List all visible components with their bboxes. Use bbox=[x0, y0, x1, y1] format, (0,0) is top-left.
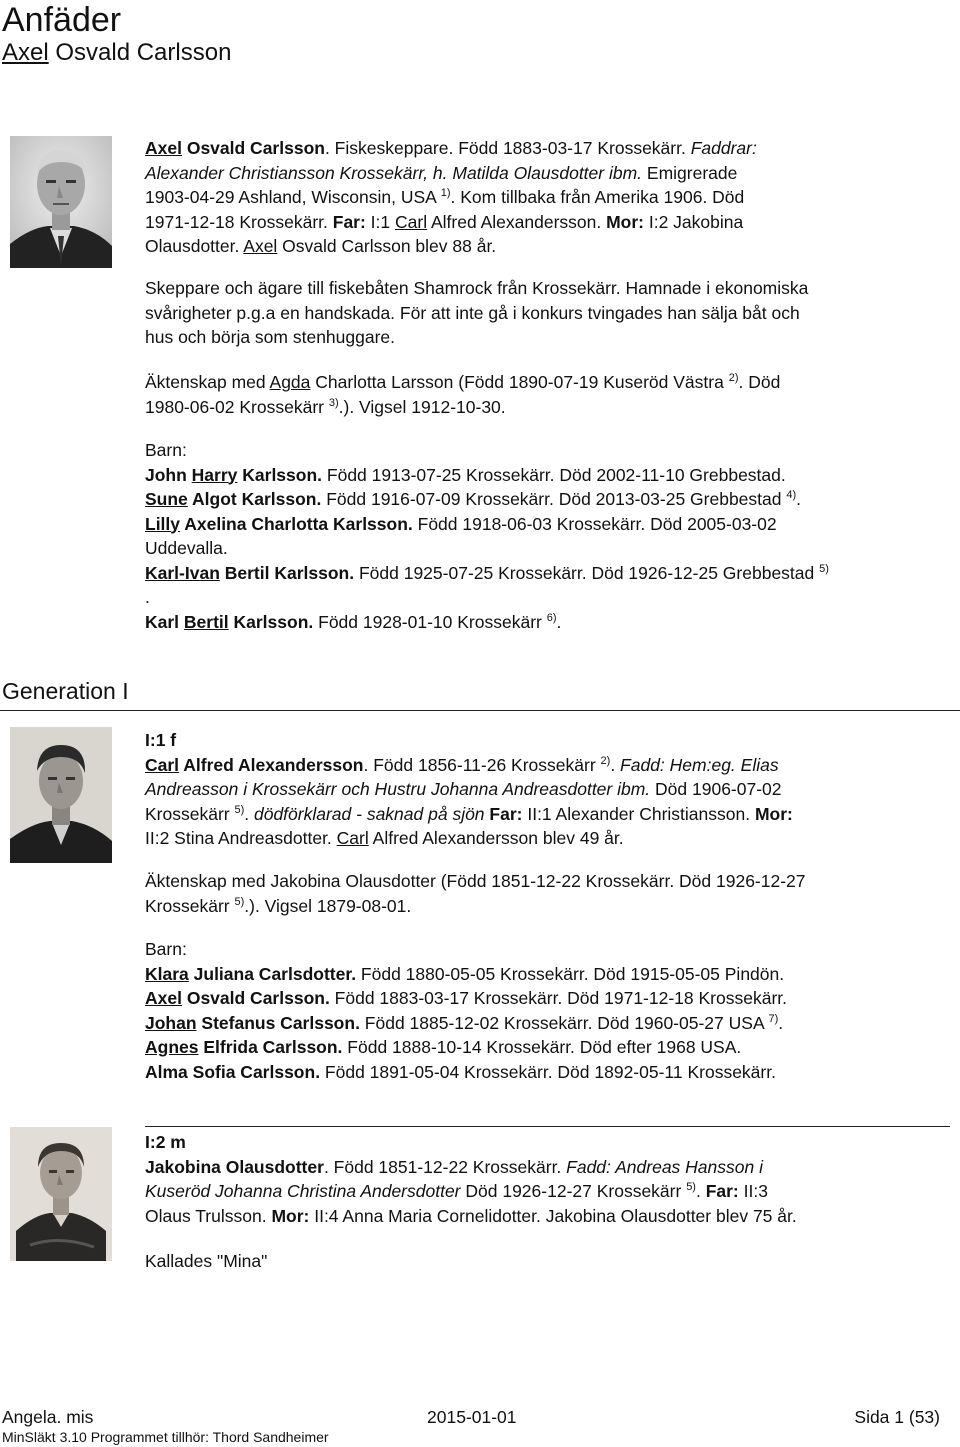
child-row: Karl-Ivan Bertil Karlsson. Född 1925-07-25 Krossekärr. Död 1926-12-25 Grebbestad $^{5)}$ bbox=[145, 562, 829, 583]
generation-heading: Generation I bbox=[2, 678, 129, 704]
portrait-axel-photo bbox=[10, 136, 112, 268]
child-link[interactable]: Agnes bbox=[145, 1037, 199, 1057]
person0-note: Skeppare och ägare till fiskebåten Shamrock från Krossekärr. Hamnade i ekonomiska svårigheter p.g.a en handskada. För att inte gå i konkurs tvingades han sälja båt och hus och börja som stenhuggare. bbox=[145, 278, 809, 347]
child-row-cont: Uddevalla. bbox=[145, 538, 228, 558]
child-row: Axel Osvald Carlsson. Född 1883-03-17 Krossekärr. Död 1971-12-18 Krossekärr. bbox=[145, 988, 788, 1008]
person0-children bbox=[145, 438, 945, 634]
footer-page-number: Sida 1 (53) bbox=[854, 1407, 940, 1427]
footer-program: MinSläkt 3.10 Programmet tillhör: Thord Sandheimer bbox=[2, 1429, 329, 1445]
portrait-jakobina-photo bbox=[10, 1127, 112, 1261]
person0-first-name[interactable]: Axel bbox=[145, 138, 182, 158]
child-link[interactable]: Karl-Ivan bbox=[145, 562, 220, 583]
children-label: Barn: bbox=[145, 440, 187, 460]
footer-author: Angela. mis bbox=[2, 1407, 94, 1427]
person1-self-link[interactable]: Carl bbox=[336, 828, 369, 848]
person1-code: I:1 f bbox=[145, 730, 177, 750]
person-divider bbox=[145, 1126, 950, 1127]
child-row-cont: . bbox=[145, 587, 150, 607]
page-title: Anfäder bbox=[2, 1, 122, 39]
child-link[interactable]: Sune bbox=[145, 489, 188, 509]
person2-name: Jakobina Olausdotter bbox=[145, 1156, 324, 1177]
child-row: Alma Sofia Carlsson. Född 1891-05-04 Krossekärr. Död 1892-05-11 Krossekärr. bbox=[145, 1061, 776, 1082]
person0-marriage: Äktenskap med Agda Charlotta Larsson (Född 1890-07-19 Kuseröd Västra $^{2)}$. Död 1980-06-02 Krossekärr $^{3)}$.). Vigsel 1912-10-30. bbox=[145, 372, 781, 417]
children-label: Barn: bbox=[145, 939, 187, 959]
subject-first-name[interactable]: Axel bbox=[2, 39, 49, 66]
portrait-carl-photo bbox=[10, 727, 112, 863]
child-link[interactable]: Klara bbox=[145, 963, 189, 984]
spouse-link[interactable]: Agda bbox=[269, 372, 311, 392]
child-link[interactable]: Harry bbox=[191, 464, 238, 485]
person0-bio: Axel Osvald Carlsson. Fiskeskeppare. Född 1883-03-17 Krossekärr. Faddrar: Alexander Christiansson Krossekärr, h. Matilda Olausdotter ibm. Emigrerade 1903-04-29 Ashland, Wisconsin, USA $^{1)}$. Kom tillbaka från Amerika 1906. Död 1971-12-18 Krossekärr. Far: I:1 Carl Alfred Alexandersson. Mor: I:2 Jakobina Olausdotter. Axel Osvald Carlsson blev 88 år. bbox=[145, 138, 757, 256]
person1-first-name[interactable]: Carl bbox=[145, 754, 180, 775]
father-link[interactable]: Carl bbox=[395, 211, 428, 232]
footer-date: 2015-01-01 bbox=[427, 1407, 517, 1427]
child-row: Johan Stefanus Carlsson. Född 1885-12-02 Krossekärr. Död 1960-05-27 USA $^{7)}$. bbox=[145, 1012, 784, 1033]
self-name-link[interactable]: Axel bbox=[243, 236, 278, 256]
child-row: Karl Bertil Karlsson. Född 1928-01-10 Krossekärr $^{6)}$. bbox=[145, 611, 562, 632]
child-row: Sune Algot Karlsson. Född 1916-07-09 Krossekärr. Död 2013-03-25 Grebbestad $^{4)}$. bbox=[145, 489, 802, 509]
person2-code: I:2 m bbox=[145, 1132, 186, 1152]
child-row: John Harry Karlsson. Född 1913-07-25 Krossekärr. Död 2002-11-10 Grebbestad. bbox=[145, 464, 786, 485]
generation-divider bbox=[0, 710, 960, 711]
child-link[interactable]: Johan bbox=[145, 1012, 197, 1033]
child-row: Klara Juliana Carlsdotter. Född 1880-05-05 Krossekärr. Död 1915-05-05 Pindön. bbox=[145, 963, 785, 984]
child-row: Agnes Elfrida Carlsson. Född 1888-10-14 Krossekärr. Död efter 1968 USA. bbox=[145, 1037, 742, 1057]
child-link[interactable]: Lilly bbox=[145, 513, 181, 534]
child-link[interactable]: Bertil bbox=[183, 611, 229, 632]
person1-children bbox=[145, 937, 945, 1084]
child-row: Lilly Axelina Charlotta Karlsson. Född 1918-06-03 Krossekärr. Död 2005-03-02 bbox=[145, 513, 777, 534]
person2-bio: I:2 m Jakobina Olausdotter. Född 1851-12-22 Krossekärr. Fadd: Andreas Hansson i Kuseröd Johanna Christina Andersdotter Död 1926-12-27 Krossekärr $^{5)}$. Far: II:3 Olaus Trulsson. Mor: II:4 Anna Maria Cornelidotter. Jakobina Olausdotter blev 75 år. bbox=[145, 1130, 945, 1228]
child-link[interactable]: Axel bbox=[145, 988, 182, 1008]
person1-bio: I:1 f Carl Alfred Alexandersson. Född 1856-11-26 Krossekärr $^{2)}$. Fadd: Hem:eg. Elias Andreasson i Krossekärr och Hustru Johanna Andreasdotter ibm. Död 1906-07-02 Krossekärr $^{5)}$. dödförklarad - saknad på sjön Far: II:1 Alexander Christiansson. Mor: II:2 Stina Andreasdotter. Carl Alfred Alexandersson blev 49 år. bbox=[145, 728, 945, 851]
subject-name: Axel Osvald Carlsson bbox=[2, 39, 232, 66]
person2-note: Kallades "Mina" bbox=[145, 1251, 268, 1271]
person1-marriage: Äktenskap med Jakobina Olausdotter (Född 1851-12-22 Krossekärr. Död 1926-12-27 Krossekärr $^{5)}$.). Vigsel 1879-08-01. bbox=[145, 871, 806, 916]
